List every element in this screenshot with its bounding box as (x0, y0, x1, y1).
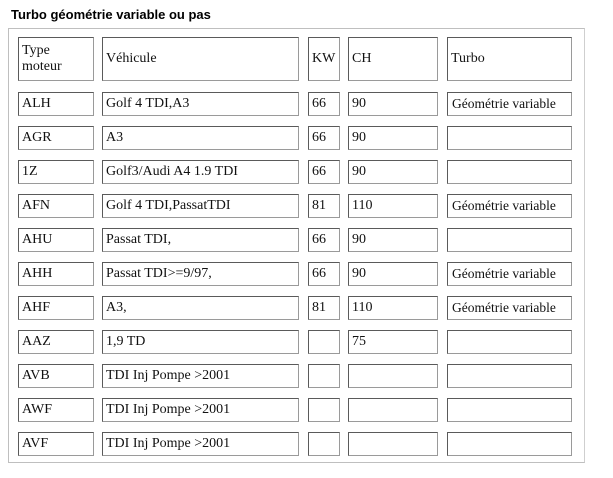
vehicle-cell: A3 (102, 126, 299, 150)
turbo-cell: Géométrie variable (447, 296, 572, 320)
vehicle-cell: Passat TDI>=9/97, (102, 262, 299, 286)
type-cell: AHH (18, 262, 94, 286)
ch-cell (348, 432, 438, 456)
header-kw-cell: KW (308, 37, 340, 81)
kw-cell: 66 (308, 126, 340, 150)
kw-cell: 66 (308, 228, 340, 252)
ch-cell: 90 (348, 262, 438, 286)
ch-cell: 90 (348, 92, 438, 116)
vehicle-cell: Golf3/Audi A4 1.9 TDI (102, 160, 299, 184)
ch-cell: 75 (348, 330, 438, 354)
kw-cell: 66 (308, 262, 340, 286)
turbo-cell (447, 126, 572, 150)
type-cell: AAZ (18, 330, 94, 354)
vehicle-cell: TDI Inj Pompe >2001 (102, 364, 299, 388)
kw-cell (308, 330, 340, 354)
vehicle-cell: TDI Inj Pompe >2001 (102, 398, 299, 422)
type-cell: AHF (18, 296, 94, 320)
kw-cell (308, 432, 340, 456)
type-cell: AHU (18, 228, 94, 252)
vehicle-cell: TDI Inj Pompe >2001 (102, 432, 299, 456)
vehicle-cell: A3, (102, 296, 299, 320)
turbo-cell (447, 398, 572, 422)
type-cell: AVB (18, 364, 94, 388)
header-type-cell: Type moteur (18, 37, 94, 81)
ch-cell: 110 (348, 296, 438, 320)
ch-cell: 110 (348, 194, 438, 218)
ch-cell (348, 398, 438, 422)
kw-cell: 66 (308, 92, 340, 116)
header-vehicle-cell: Véhicule (102, 37, 299, 81)
type-cell: 1Z (18, 160, 94, 184)
kw-cell: 66 (308, 160, 340, 184)
vehicle-cell: 1,9 TD (102, 330, 299, 354)
turbo-cell: Géométrie variable (447, 92, 572, 116)
turbo-cell (447, 432, 572, 456)
ch-cell (348, 364, 438, 388)
vehicle-cell: Passat TDI, (102, 228, 299, 252)
type-cell: AWF (18, 398, 94, 422)
vehicle-cell: Golf 4 TDI,A3 (102, 92, 299, 116)
turbo-cell: Géométrie variable (447, 262, 572, 286)
vehicle-cell: Golf 4 TDI,PassatTDI (102, 194, 299, 218)
ch-cell: 90 (348, 126, 438, 150)
type-cell: AFN (18, 194, 94, 218)
turbo-cell (447, 160, 572, 184)
kw-cell (308, 364, 340, 388)
kw-cell: 81 (308, 296, 340, 320)
ch-cell: 90 (348, 160, 438, 184)
type-cell: ALH (18, 92, 94, 116)
type-cell: AVF (18, 432, 94, 456)
kw-cell: 81 (308, 194, 340, 218)
ch-cell: 90 (348, 228, 438, 252)
type-cell: AGR (18, 126, 94, 150)
header-turbo-cell: Turbo (447, 37, 572, 81)
turbo-cell (447, 364, 572, 388)
kw-cell (308, 398, 340, 422)
turbo-cell (447, 228, 572, 252)
page-title: Turbo géométrie variable ou pas (11, 7, 211, 22)
turbo-cell: Géométrie variable (447, 194, 572, 218)
turbo-cell (447, 330, 572, 354)
header-ch-cell: CH (348, 37, 438, 81)
